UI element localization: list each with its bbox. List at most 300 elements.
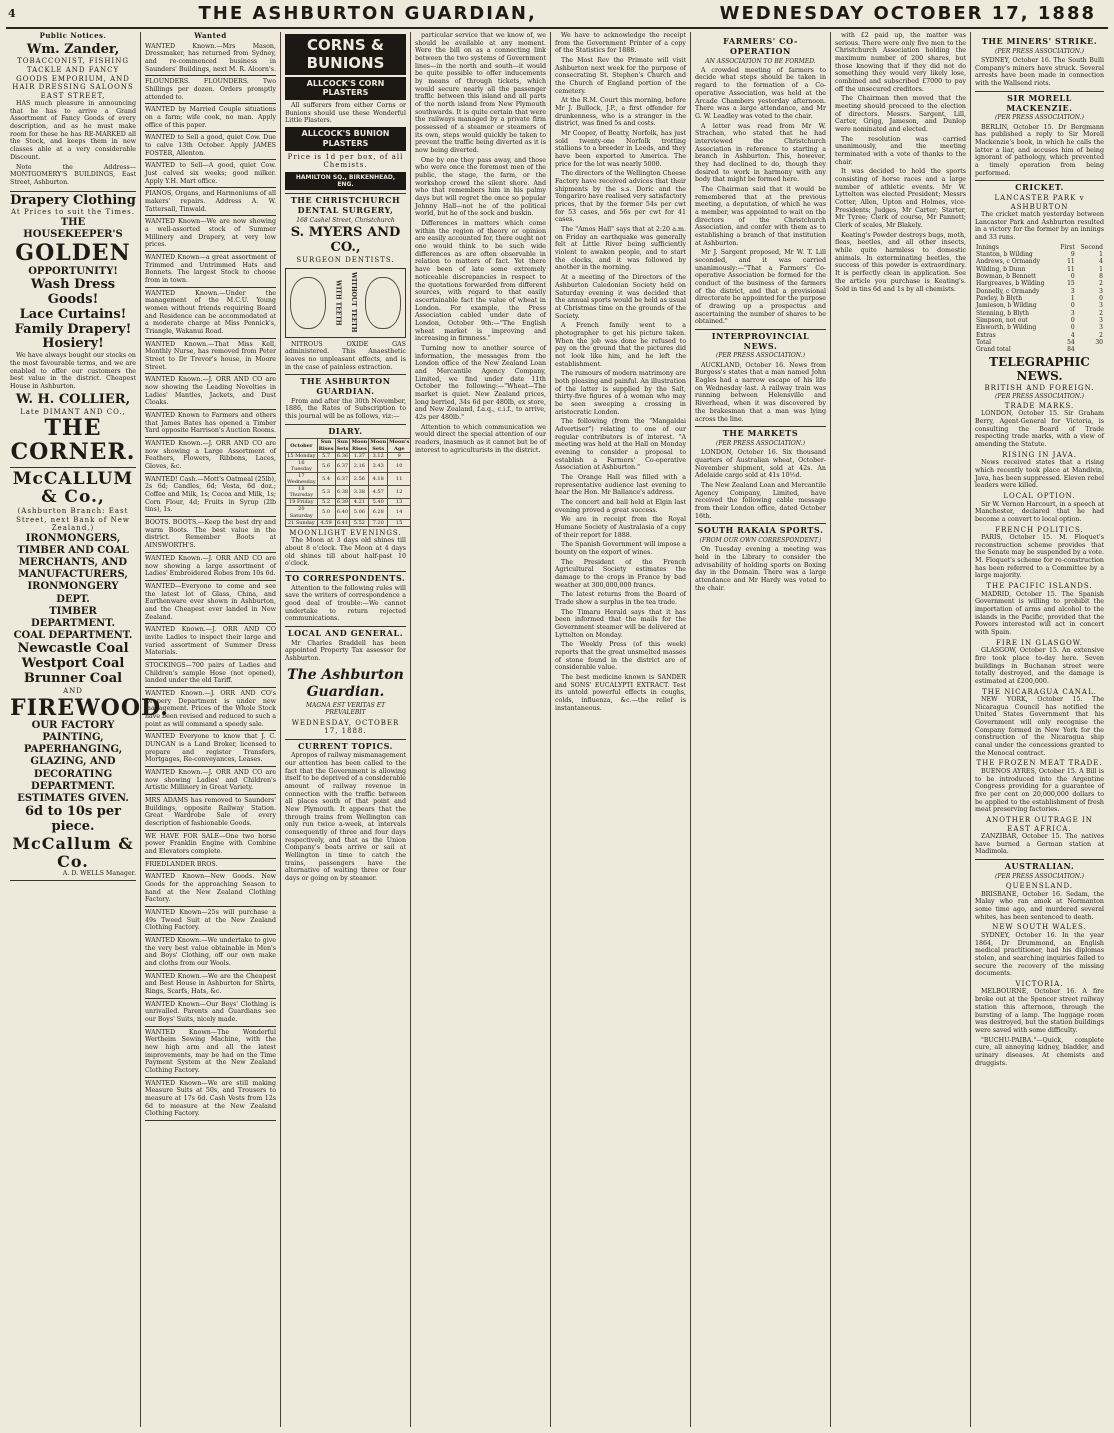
score-row [975,244,1104,251]
farmers-coop-head: FARMERS' CO-OPERATION [723,36,798,56]
diary-column-header: Moon Rises [351,439,368,452]
french-head: FRENCH POLITICS. [995,525,1084,534]
score-cell: 2 [1099,331,1103,339]
score-cell: 1 [1099,251,1103,259]
diary-cell: 6.37 [335,472,350,485]
pacific-body: MADRID, October 15. The Spanish Government is willing to prohibit the importation of arms and alcohol to the islands in the Pacific, provided that the Powers interested will act in concert with Spain. [975,590,1104,636]
current-topics-head: CURRENT TOPICS. [285,739,406,752]
col5-para-17: The Timaru Herald says that it has been informed that the mails for the Government steamer will be delivered at Lyttelton on Monday. [555,608,686,639]
drapery-heading: Drapery Clothing [10,192,136,208]
score-cell: Pawley, b Blyth [976,294,1023,302]
col5-para-5: The directors of the Wellington Cheese Factory have received advices that their shipments by the s.s. Doric and the Tongariro have realised very satisfactory prices, that by the former 54s per cwt for 53 cases, and 56s per cwt for 41 cases. [555,170,686,224]
local-option-body: Sir W. Vernon Harcourt, in a speech at Manchester, declared that he had become a convert to local option. [975,500,1104,523]
wanted-ad: MRS ADAMS has removed to Saunders' Buildings, opposite Railway Station. Great Wardrobe Sale of every description of fashionable Goods. [145,795,276,831]
col5-para-13: We are in receipt from the Royal Humane Society of Australasia of a copy of their report for 1888. [555,516,686,539]
markets-sub: (PER PRESS ASSOCIATION.) [716,439,805,447]
nsw-head: NEW SOUTH WALES. [992,923,1087,932]
score-row [975,258,1104,265]
wanted-ad: WANTED—Everyone to come and see the latest lot of Glass, China, and Earthenware ever shown in Ashburton, and the Cheapest ever landed in New Zealand. [145,581,276,624]
page-number: 4 [8,6,16,20]
col4-para-3: Differences in matters which come within the region of theory or opinion are easily accounted for, there ought not one would think to be such wide differences as are often observable in relation to matters of fact. Yet there have been of late some extremely noticeable discrepancies in respect to the quotations forwarded from different sources, with regard to that easily ascertainable fact the value of wheat in London. For example, the Press Association cabled under date of London, October 9th:—"The English wheat market is improving and increasing in firmness." [415,220,546,343]
java-head: RISING IN JAVA. [1001,450,1078,459]
strike-body: SYDNEY, October 16. The South Bulli Company's miners have struck. Several arrests have been made in connection with the Wallsend riots. [975,57,1104,88]
diary-column-header: Sun Rises [318,439,334,452]
wanted-ad: WANTED Known.—Mrs Mason, Dressmaker, has returned from Sydney, and re-commenced business in Saunders' Buildings, next M. R. Alcorn's. [145,41,276,77]
col4-para-4: Turning now to another source of information, the messages from the London office of the New Zealand Loan and Mercantile Agency Company, Limited, we find under date 11th October the following:—"Wheat—The market is quiet. New Zealand prices, long berried, 34s 6d per 480lb, ex store, and New Zealand, f.a.q., c.i.f., to arrive, 42s per 480lb." [415,344,546,421]
wanted-ad: BOOTS. BOOTS.—Keep the best dry and warm Boots. The best value in the district. Remember Boots at AINSWORTH'S. [145,517,276,553]
wanted-ad: WANTED Known—We are now showing a well-assorted stock of Summer Millinery and Drapery, at very low prices. [145,216,276,252]
score-cell: 0 [1099,294,1103,302]
diary-cell: 15 Monday [287,452,316,459]
diary-cell: 4.59 [317,519,335,526]
column-4 [411,32,551,1427]
diary-cell: 5.0 [317,506,335,519]
score-cell: 0 [1070,273,1075,281]
col4-para-2: One by one they pass away, and those who were once the foremost men of the public, the stage, the farm, or the workshop crowd the silent shore. And who that remembers him in his palmy days but will regret the once so popular Johnny Hall—not he of the political world, but he of the sock and buskin. [415,156,546,218]
score-row [975,295,1104,302]
wanted-ad: WANTED to Sell a good, quiet Cow. Due to calve 13th October. Apply JAMES FOSTER, Allenton. [145,132,276,160]
diary-row [286,499,411,506]
score-cell: Hargreaves, b Wilding [976,280,1045,288]
col5-para-2: The Most Rev the Primate will visit Ashburton next week for the purpose of consecrating St. Stephen's Church and the Church of England portion of the cemetery. [555,57,686,95]
score-cell: 11 [1067,258,1075,266]
queensland-head: QUEENSLAND. [1005,882,1074,891]
diary-column-header: Moon Sets [370,439,387,452]
dental-illustration [285,268,406,338]
diary-table [285,438,411,526]
australian-head: AUSTRALIAN. [975,859,1104,872]
wanted-ad: FRIEDLANDER BROS. [145,859,276,872]
score-row [975,332,1104,339]
coal-dept: COAL DEPARTMENT. [13,630,133,642]
estimates: ESTIMATES GIVEN. [17,792,129,804]
col5-para-12: The concert and ball held at Elgin last evening proved a great success. [555,498,686,514]
diary-cell: 2.56 [350,472,369,485]
mccallum-sub: (Ashburton Branch: East Street, next Bank of New Zealand,) [16,507,130,533]
surgeon-dentists: SURGEON DENTISTS. [296,255,395,264]
score-cell: 0 [1070,302,1075,310]
and-word: AND [63,687,83,696]
mccallum-sign: McCallum & Co. [12,834,134,871]
score-cell: 3 [1099,324,1103,332]
diary-cell: 21 Sunday [286,519,318,526]
diary-cell: 20 Saturday [286,506,318,519]
score-row [975,251,1104,258]
diary-cell: 19 Friday [286,499,318,506]
golden: GOLDEN [15,240,131,267]
zander-tail: Note the Address— MONTGOMERY'S BUILDINGS, East Street, Ashburton. [10,163,136,186]
guardian-motto: MAGNA EST VERITAS ET PREVALEBIT [305,701,386,717]
mackenzie-head: SIR MORELL MACKENZIE. [975,91,1104,114]
drapery-sub: At Prices to suit the Times. [11,208,135,217]
allcocks-corn: ALLCOCK'S CORN PLASTERS [285,77,406,101]
collier-name: W. H. COLLIER, [15,391,131,407]
face-with-teeth [290,277,326,329]
sports-sub: (FROM OUR OWN CORRESPONDENT.) [699,537,822,545]
score-cell: 15 [1067,280,1075,288]
mccallum-ad [10,468,169,881]
timber-dept: TIMBER DEPARTMENT. [31,605,115,629]
diary-row [286,506,411,519]
score-cell: 8 [1099,273,1103,281]
queensland-body: BRISBANE, October 16. Sedam, the Malay who ran amok at Normanton some time ago, and murdered several whites, has been sentenced to death. [975,890,1104,921]
local-general-head: LOCAL AND GENERAL. [285,626,406,639]
diary-cell: 6.41 [336,519,349,526]
diary-cell: 15 [388,519,411,526]
zander-body: HAS much pleasure in announcing that he has to arrive a Grand Assortment of Fancy Goods of every description, and as he must make room for these he has RE-MARKED all the Stock, and keeps them in new classes able at a very considerable Discount. [10,100,136,161]
col5-para-10: The following (from the "Mangaldai Advertiser") relating to one of our regular contributors is of interest. "A meeting was held at the Hall on Monday evening to consider a proposal to establish a Farmers' Co-operative Association at Ashburton." [555,418,686,472]
victoria-head: VICTORIA. [1015,979,1064,988]
wanted-ad: WANTED Known.—J. ORR AND CO are now showing a large assortment of Ladies' Embroidered Robes from 10s 6d. [145,553,276,581]
score-cell: Elsworth, b Wilding [976,324,1037,332]
wanted-ad: WANTED by Married Couple situations on a farm; wife cook, no man. Apply office of this paper. [145,104,276,132]
wanted-ad: WANTED Known.—J. ORR AND CO's Drapery Department is under new management. Prices of the Whole Stock have been revised and reduced to such a point as will command a speedy sale. [145,688,276,731]
wanted-header: Wanted [194,31,227,40]
score-cell: Wilding, b Dunn [976,265,1026,273]
score-cell: Stenning, b Blyth [976,309,1029,317]
painting-dept: PAINTING, PAPERHANGING, GLAZING, AND DECORATING DEPARTMENT. [23,732,123,792]
diary-cell: 9 [388,452,411,459]
frozen-body: BUENOS AYRES, October 15. A Bill is to be introduced into the Argentine Congress providing for a guarantee of five per cent on 20,000,000 dollars to be applied to the establishment of fresh meat preserving factories. [975,768,1104,814]
wanted-ad: WANTED Known.—J. ORR AND CO invite Ladies to inspect their large and varied assortment of Summer Dress Materials. [145,624,276,660]
public-notices-header: Public Notices. [39,31,107,40]
victoria-body: MELBOURNE, October 16. A fire broke out at the Spencer street railway station this afternoon, through the bursting of a lamp. The luggage room was destroyed, but the station buildings were saved with some difficulty. [975,988,1104,1034]
lace-curtains: Lace Curtains! [19,306,127,322]
fire-body: GLASGOW, October 15. An extensive fire took place to-day here. Seven buildings in Buchanan street were totally destroyed, and the damage is estimated at £200,000. [975,647,1104,685]
score-cell: 0 [1070,324,1075,332]
col5-para-4: Mr Cooper, of Beatty, Norfolk, has just sold twenty-one Norfolk trotting stallions to a breeder in Leeds, and they have been exported to America. The price for the lot was nearly 5000. [555,130,686,168]
ironmongers: IRONMONGERS, TIMBER AND COAL MERCHANTS, AND MANUFACTURERS, [17,532,129,581]
col4-para-5: Attention to which communication we would direct the special attention of our readers, inasmuch as it cannot but be of interest to agriculturists in the district. [415,423,546,454]
score-cell: Simpson, not out [976,316,1028,324]
housekeeper: THE HOUSEKEEPER'S [23,216,123,241]
diary-cell: 5.7 [317,452,335,459]
java-body: News received states that a rising which recently took place at Mandivin, Java, has been suppressed. Eleven rebel leaders were killed. [975,459,1104,490]
score-cell: 0 [1070,316,1075,324]
zander-trade: TOBACCONIST, FISHING TACKLE AND FANCY GOODS EMPORIUM, AND HAIR DRESSING SALOONS [12,57,134,92]
trade-marks-body: LONDON, October 15. Sir Graham Berry, Agent-General for Victoria, is consulting the Board of Trade respecting trade marks, with a view of amending the Statute. [975,410,1104,449]
diary-cell: 5.52 [350,519,369,526]
col6-para-3: The Chairman said that it would be remembered that at the previous meeting, a deputation, of which he was a member, was appointed to wait on the directors of the Christchurch Association, and confer with them as to establishing a branch of that institution at Ashburton. [695,185,826,247]
mackenzie-body: BERLIN, October 15. Dr Bergmann has published a reply to Sir Morell Mackenzie's book, in which he calls the latter a liar, and accuses him of being ignorant of pathology, which prevented a timely operation from being performed. [975,123,1104,177]
score-cell: 3 [1070,309,1075,317]
interprovincial-body: AUCKLAND, October 16. News from Burgess's states that a man named John Eagles had a narrow escape of his life on Wednesday last. A railway train was running between Helensville and Riverhead, when it was discovered by the brakesman that a man was lying across the line. [695,361,826,423]
moon-body: The Moon at 3 days old shines till about 8 o'clock. The Moon at 4 days old shines till about half-past 10 o'clock. [285,537,406,568]
the-corner: THE CORNER. [10,415,136,466]
collier-ad [10,192,136,468]
diary-row [286,519,411,526]
score-row [975,324,1104,331]
score-cell: 11 [1067,265,1075,273]
guardian-body: From and after the 30th November, 1886, the Rates of Subscription to this journal will be as follows, viz:— [285,397,406,421]
diary-cell: 5.6 [317,459,335,472]
hosiery-body: We have always bought our stocks on the most favourable terms, and we are enabled to offer our customers the best value in the district. Cheapest House in Ashburton. [10,352,136,391]
score-cell: First [1060,243,1075,251]
cricket-head: CRICKET. [975,180,1104,193]
diary-cell: 5.4 [317,472,335,485]
scorecard-body [975,244,1104,354]
strike-head: THE MINERS' STRIKE. [981,36,1098,46]
diary-cell: 7.20 [369,519,388,526]
with-teeth-label: WITH TEETH [334,279,342,326]
score-cell: 30 [1095,338,1103,346]
diary-cell: 6.36 [336,452,349,459]
dental-addr: 168 Cashel Street, Christchurch [296,216,395,224]
col7-para-4: It was decided to hold the sports consisting of horse races and a large number of athletic events. Mr W. Lyttelton was elected President; Messrs Cotter, Allen, Upton and Holmes, vice-Presidents; Judges, Mr Carter; Starter, Mr Tyree; Clerk of course, Mr Pannett; Clerk of scales, Mr Blakely. [835,168,966,230]
hosiery: Hosiery! [42,336,104,352]
diary-cell: 4.57 [369,486,388,499]
column-3 [281,32,411,1427]
diary-row [286,472,411,485]
diary-cell: 13 [388,499,411,506]
diary-cell: 2.16 [350,459,369,472]
wanted-ad: WANTED to Sell—A good, quiet Cow. Just calved six weeks; good milker. Apply Y.H. Mart office. [145,160,276,188]
issue-date: WEDNESDAY OCTOBER 17, 1888 [719,2,1096,24]
cricket-match: LANCASTER PARK v ASHBURTON [994,194,1085,211]
diary-column-header: October [286,439,318,452]
column-8 [971,32,1108,1427]
col7-para-1: with £2 paid up, the matter was serious. There were only five men to the Christchurch Association holding the maximum number of 200 shares, but those knowing that if they did not do something they would very likely lose, combined and subscribed £7000 to pay off the unsecured creditors. [835,32,966,93]
outrage-body: ZANZIBAR, October 15. The natives have burned a German station at Madimola. [975,833,1104,856]
score-cell: 1 [1070,294,1075,302]
plaster-price: Price is 1d per box, of all Chemists. [287,152,404,170]
strike-sub: (PER PRESS ASSOCIATION.) [995,47,1084,55]
current-topics-body: Apropos of railway mismanagement our attention has been called to the fact that the Government is allowing itself to be deprived of a considerable amount of railway revenue in connection with the traffic between all places south of that point and New Plymouth. It appears that the through trains from Wellington can only run twice a-week, at intervals consequently of three and four days respectively, and that as the Union Company's boats arrive or sail at Wellington in time to catch the trains, passengers have the alternative of waiting three or four days or going on by steamer. [285,752,406,883]
masthead-rule [6,27,1108,29]
diary-cell: 5.06 [350,506,369,519]
score-row [975,273,1104,280]
score-cell: Donnelly, c Ormandy [976,287,1040,295]
column-5 [551,32,691,1427]
outrage-head: ANOTHER OUTRAGE IN EAST AFRICA. [986,816,1093,833]
diary-cell: 18 Thursday [286,486,318,499]
score-cell: 4 [1070,331,1075,339]
col5-para-18: The Weekly Press (of this week) reports that the great unsmelted masses of stone found in the district are of considerable value. [555,641,686,672]
col6-para-2: A letter was read from Mr W. Strachan, who stated that he had interviewed the Christchurch Association in reference to starting a branch in Ashburton. This, however, they had declined to do, though they desired to work in harmony with any body that might be formed here. [695,122,826,184]
telegraphic-head: TELEGRAPHIC NEWS. [989,355,1090,384]
british-sub: (PER PRESS ASSOCIATION.) [995,392,1084,400]
wanted-ad: WANTED Known—We are still making Measure Suits at 50s, and Trousers to measure at 17s 6d. Cash Vests from 12s 6d to measure at the New Zealand Clothing Factory. [145,1078,276,1121]
col5-para-1: We have to acknowledge the receipt from the Government Printer of a copy of the Statistics for 1888. [555,32,686,55]
grand-total-row [975,346,1104,353]
guardian-date: WEDNESDAY, OCTOBER 17, 1888. [291,718,400,736]
col5-para-3: At the R.M. Court this morning, before Mr J. Bullock, J.P., a first offender for drunkenness, who is a stranger in the district, was fined 5s and costs. [555,97,686,128]
correspondents-body: Attention to the following rules will save the writers of correspondence a good deal of trouble:—We cannot undertake to return rejected communications. [285,584,406,623]
farmers-coop-sub: AN ASSOCIATION TO BE FORMED. [705,57,816,65]
markets-head: THE MARKETS [695,426,826,439]
frozen-head: THE FROZEN MEAT TRADE. [976,759,1103,768]
british-foreign: BRITISH AND FOREIGN. [984,384,1095,393]
col6-para-4: Mr J. Sargent proposed, Mr W. T. Lill seconded, and it was carried unanimously:—"That a Farmers' Co-operative Association be formed for the conduct of the business of the farmers of the district, and that a provisional directorate be appointed for the purpose of drawing up a prospectus and ascertaining the number of shares to be obtained." [695,249,826,326]
col4-para-1: particular service that we know of, we should be available at any moment. Were the bill on as a connecting link between the two systems of Government lines—in the north and south—it would be quite possible to offer inducements by means of through tickets, which would secure nearly all the passenger traffic between this island and all parts of the north island from New Plymouth southwards. It is quite certain that were the railways managed by a private firm possessed of a steamer or steamers of its own, steps would quickly be taken to prevent the traffic being diverted as it is now being diverted. [415,32,546,155]
score-cell: Jamieson, b Wilding [976,302,1037,310]
brunner-coal: Brunner Coal [23,671,123,687]
ironmongery-dept: IRONMONGERY DEPT. [27,581,119,605]
nsw-body: SYDNEY, October 16. In the year 1864, Dr Drummond, an English medical practitioner, had his diplomas stolen, and searching inquiries failed to secure the recovery of the missing documents. [975,931,1104,978]
markets-body: LONDON, October 16. Six thousand quarters of Australian wheat, October-November shipment, sold at 42s. An Adelaide cargo sold at 41s 10½d. [695,449,826,480]
family-drapery: Family Drapery! [14,321,132,337]
wanted-ad: WANTED Known.—Under the management of the M.C.U. Young women without friends requiring Board and Residence can be accommodated at a moderate charge at Miss Pennick's, Triangle, Wakanui Road. [145,288,276,339]
col5-para-9: The rumours of modern matrimony are both pleasing and painful. An illustration of the latter is supplied by the Salt, thirty-five figures of a woman who may be seen sweeping a crossing in aristocratic London. [555,370,686,416]
diary-header-row [286,439,411,452]
diary-cell: 4.18 [369,472,388,485]
collier-sub: Late DIMANT AND CO., [20,407,126,416]
score-cell: Andrews, c Ormandy [976,258,1040,266]
wanted-ad: WANTED Known—The Wonderful Wertheim Sewing Machine, with the new high arm and all the latest improvements, may be had on the Time Payment System at the New Zealand Clothing Factory. [145,1027,276,1078]
wanted-ad: WANTED Known.—J. ORR AND CO are now showing the Leading Novelties in Ladies' Mantles, Jackets, and Dust Cloaks. [145,374,276,410]
col5-para-16: The latest returns from the Board of Trade show a surplus in the tea trade. [555,591,686,607]
diary-cell: 3.43 [369,459,388,472]
diary-cell: 6.40 [335,506,350,519]
wash-dress: Wash Dress Goods! [30,276,116,307]
local-general-body: Mr Charles Braddell has been appointed Property Tax assessor for Ashburton. [285,639,406,663]
factory: OUR FACTORY [31,719,115,731]
score-cell: 84 [1067,346,1075,354]
wanted-ad: WANTED Known.—That Miss Kell, Monthly Nurse, has removed from Peter Street to Dr Trevor's house, in Moore Street. [145,339,276,375]
diary-head: DIARY. [285,424,406,437]
col5-para-8: A French family went to a photographer to get his picture taken. When the job was done he refused to pay on the ground that the pictures did not look like him, and he left the establishment. [555,322,686,368]
score-row [975,310,1104,317]
markets-body-2: The New Zealand Loan and Mercantile Agency Company, Limited, have received the following cable message from their London office, dated October 16th. [695,481,826,520]
sports-head: SOUTH RAKAIA SPORTS. [695,523,826,536]
diary-cell: 10 [388,459,411,472]
score-cell: 3 [1099,302,1103,310]
wanted-ad: WANTED Known to Farmers and others that James Bates has opened a Timber Yard opposite Harrison's Auction Rooms. [145,410,276,438]
french-body: PARIS, October 15. M. Floquet's reconstruction scheme provides that the Senate may be suspended by a vote. M. Floquet's scheme for re-construction has been referred to a Committee by a large majority. [975,534,1104,580]
diary-cell: 6.39 [336,499,349,506]
nicaragua-body: NEW YORK, October 15. The Nicaragua Council has notified the United States Government that his Government will only recognise the Company formed in New York for the construction of the Nicaragua ship canal under the concessions granted to the Menocal contract. [975,696,1104,757]
score-row [975,266,1104,273]
australian-sub: (PER PRESS ASSOCIATION.) [995,872,1084,880]
interprovincial-sub: (PER PRESS ASSOCIATION.) [716,352,805,360]
score-cell: Grand total [976,346,1011,354]
guardian-head: THE ASHBURTON GUARDIAN. [285,374,406,397]
score-cell: Second [1080,243,1103,251]
local-option-head: LOCAL OPTION. [1003,492,1076,500]
col7-para-5: Keating's Powder destroys bugs, moth, fleas, beetles, and all other insects, while quite harmless to domestic animals. In exterminating beetles, the success of this powder is extraordinary. It is perfectly clean in application. See the article you purchase is Keating's. Sold in tins 6d and 1s by all chemists. [835,231,966,293]
score-row [975,317,1104,324]
diary-row [286,459,411,472]
myers: S. MYERS AND CO., [290,225,401,256]
column-2 [141,32,281,1427]
score-cell: 3 [1099,287,1103,295]
col5-para-6: The "Amos Hall" says that at 2:20 a.m. on Friday an earthquake was generally felt at Little River being sufficiently violent to awaken people, and to start the clocks, and it was followed by another in the morning. [555,226,686,272]
mccallum-name: McCALLUM & Co., [12,468,134,508]
score-total-row [975,339,1104,346]
score-cell: 2 [1099,309,1103,317]
cricket-scorecard [975,244,1104,354]
nitrous: NITROUS OXIDE GAS administered. This Anaesthetic leaves no unpleasant effects, and is in the case of painless extraction. [285,340,406,371]
sufferers: All sufferers from either Corns or Bunions should use these Wonderful Little Plasters. [285,102,406,125]
wanted-ad: STOCKINGS—700 pairs of Ladies and Children's sample Hose (not opened), landed under the old Tariff. [145,660,276,688]
wanted-ad: WANTED Known.—We are the Cheapest and Best House in Ashburton for Shirts, Rings, Scarfs, Hats, &c. [145,971,276,999]
wanted-ad: WANTED Known—New Goods. New Goods for the approaching Season to hand at the New Zealand Clothing Factory. [145,871,276,907]
score-cell: Extras [976,331,996,339]
col5-para-11: The Orange Hall was filled with a representative audience last evening to hear the Hon. Mr Ballance's address. [555,473,686,497]
columns [6,32,1108,1427]
diary-row [286,452,411,459]
diary-row [286,486,411,499]
wanted-ad: WANTED Everyone to know that J. C. DUNCAN is a Land Broker, licensed to prepare and register Transfers, Mortgages, Re-conveyances, Leases. [145,731,276,767]
zander-ad [10,41,136,192]
score-cell: 54 [1067,338,1075,346]
diary-cell: 5.40 [369,499,388,506]
opportunity: OPPORTUNITY! [28,265,118,277]
score-cell: 3 [1099,316,1103,324]
interprovincial-head: INTERPROVINCIAL NEWS. [695,329,826,352]
fire-head: FIRE IN GLASGOW. [996,638,1083,647]
diary-cell: 14 [388,506,411,519]
col5-para-19: The best medicine known is SANDER and SONS' EUCALYPTI EXTRACT. Test its untold powerful effects in coughs, colds, influenza, &c.—the relief is instantaneous. [555,674,686,712]
diary-cell: 6.37 [335,459,350,472]
score-cell: Bowman, b Bennett [976,273,1036,281]
diary-cell: 4.21 [350,499,369,506]
diary-cell: 11 [388,472,411,485]
col6-para-1: A crowded meeting of farmers to decide what steps should be taken in regard to the formation of a Co-operative Association, was held at the Arcade Chambers yesterday afternoon. There was a large attendance, and Mr G. W. Leadley was voted to the chair. [695,66,826,120]
dental-head: THE CHRISTCHURCH DENTAL SURGERY, [285,193,406,216]
col7-para-3: The resolution was carried unanimously, and the meeting terminated with a vote of thanks to the chair. [835,135,966,166]
col5-para-7: At a meeting of the Directors of the Ashburton Caledonian Society held on Saturday evening it was decided that the annual sports would be held as usual at Christmas time on the grounds of the Society. [555,274,686,320]
wanted-ad: WANTED Known.—J. ORR AND CO are now showing Ladies' and Children's Artistic Millinery in Great Variety. [145,767,276,795]
wanted-ad: WANTED Known—Our Boys' Clothing is unrivalled. Parents and Guardians see our Boys' Suits, nicely made. [145,999,276,1027]
wanted-ad: WE HAVE FOR SALE—One two horse power Franklin Engine with Combine and Elevators complete. [145,831,276,859]
wanted-ad: WANTED Known—25s will purchase a 49s Tweed Suit at the New Zealand Clothing Factory. [145,907,276,935]
wanted-ads [145,41,276,1122]
diary-cell: 5.2 [317,499,335,506]
score-cell: 2 [1099,280,1103,288]
score-cell: 1 [1099,265,1103,273]
allcocks-bunion: ALLCOCK'S BUNION PLASTERS [285,127,406,151]
score-cell: Innings [976,243,999,251]
correspondents-head: TO CORRESPONDENTS. [285,572,406,583]
diary-cell: 1.37 [350,452,369,459]
trade-marks-head: TRADE MARKS. [1004,401,1075,410]
diary-cell: 17 Wednesday [287,472,316,486]
newcastle-coal: Newcastle Coal [17,641,129,657]
masthead [0,0,1114,26]
diary-cell: 3.12 [369,452,388,459]
plaster-agents: HAMILTON SQ., BIRKENHEAD, ENG. [285,172,406,191]
moon-head: MOONLIGHT EVENINGS. [289,528,402,537]
score-cell: Total [976,338,992,346]
score-row [975,288,1104,295]
diary-body [286,452,411,526]
manager: A. D. WELLS Manager. [62,870,136,878]
column-1 [6,31,169,1427]
col5-para-14: The Spanish Government will impose a bounty on the export of wines. [555,541,686,556]
col5-para-15: The President of the French Agricultural Society estimates the damage to the crops in France by bad weather at 300,000,000 francs. [555,558,686,589]
diary-cell: 6.28 [369,506,388,519]
guardian-masthead: The Ashburton Guardian. [287,666,404,700]
pacific-head: THE PACIFIC ISLANDS. [986,582,1093,591]
wanted-ad: FLOUNDERS. FLOUNDERS. Two Shillings per dozen. Orders promptly attended to. [145,76,276,104]
face-without-teeth [365,277,401,329]
paper-title: THE ASHBURTON GUARDIAN, [198,2,537,24]
mackenzie-sub: (PER PRESS ASSOCIATION.) [995,114,1084,122]
diary-cell: 5.3 [317,486,335,499]
wanted-ad: WANTED Known.—J. ORR AND CO are now showing a Large Assortment of Feathers, Flowers, Ribbons, Laces, Gloves, &c. [145,438,276,474]
westport-coal: Westport Coal [21,656,125,672]
nicaragua-head: THE NICARAGUA CANAL. [982,687,1097,696]
diary-column-header: Moon's Age [389,439,410,452]
diary-cell: 6.38 [335,486,350,499]
column-6 [691,32,831,1427]
sports-body: On Tuesday evening a meeting was held in the Library to consider the advisability of holding sports on Boxing day in the Domain. There was a large attendance and Mr Hardy was voted to the chair. [695,546,826,592]
cricket-body: The cricket match yesterday between Lancaster Park and Ashburton resulted in a victory for the former by an innings and 33 runs. [975,211,1104,242]
price-range: 6d to 10s per piece. [24,804,121,835]
score-cell: 4 [1099,258,1103,266]
score-cell: 9 [1070,251,1075,259]
